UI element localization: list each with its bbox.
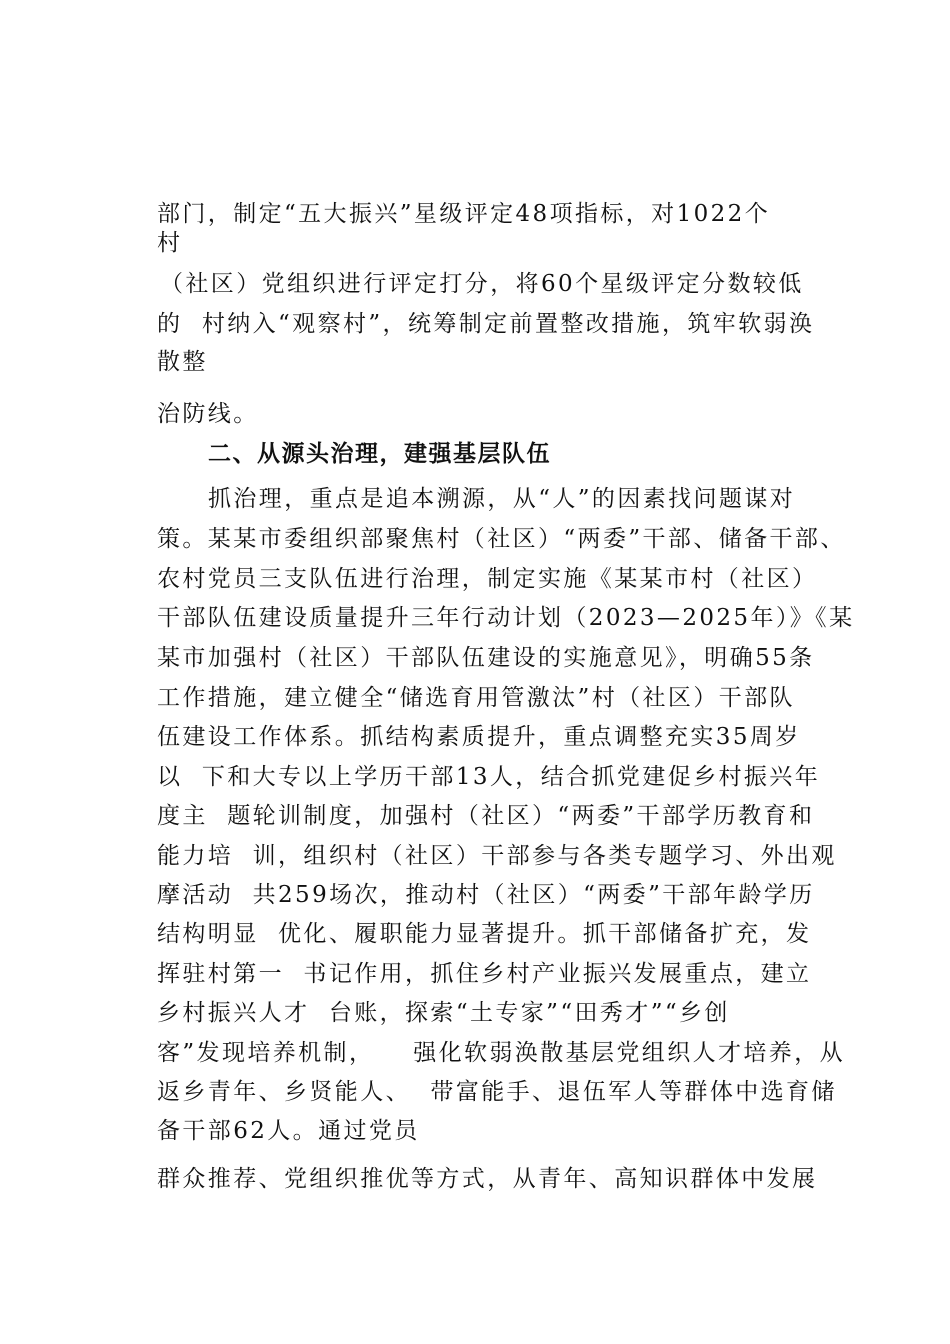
- text-line: 散整: [157, 349, 208, 375]
- text-line: 工作措施，建立健全“储选育用管激汰”村（社区）干部队: [157, 685, 795, 711]
- text-line: 的 村纳入“观察村”，统筹制定前置整改措施，筑牢软弱涣: [157, 311, 815, 337]
- text-line: 能力培 训，组织村（社区）干部参与各类专题学习、外出观: [157, 843, 837, 869]
- text-line: 乡村振兴人才 台账，探索“土专家”“田秀才”“乡创: [157, 1000, 730, 1026]
- text-line: 农村党员三支队伍进行治理，制定实施《某某市村（社区）: [157, 566, 818, 592]
- text-line: 伍建设工作体系。抓结构素质提升，重点调整充实35周岁: [157, 724, 801, 750]
- text-line: 策。某某市委组织部聚焦村（社区）“两委”干部、储备干部、: [157, 526, 846, 552]
- text-line: 治防线。: [157, 401, 259, 427]
- text-line: 抓治理，重点是追本溯源，从“人”的因素找问题谋对: [208, 486, 796, 512]
- text-line: 度主 题轮训制度，加强村（社区）“两委”干部学历教育和: [157, 803, 815, 829]
- text-line: 客”发现培养机制， 强化软弱涣散基层党组织人才培养，从: [157, 1040, 846, 1066]
- text-line: 以 下和大专以上学历干部13人，结合抓党建促乡村振兴年: [157, 764, 821, 790]
- text-line: 干部队伍建设质量提升三年行动计划（2023—2025年）》《某: [157, 605, 855, 631]
- text-line: （社区）党组织进行评定打分，将60个星级评定分数较低: [160, 271, 804, 297]
- text-line: 群众推荐、党组织推优等方式，从青年、高知识群体中发展: [157, 1166, 818, 1192]
- text-line: 部门，制定“五大振兴”星级评定48项指标，对1022个: [157, 201, 771, 227]
- text-line: 某市加强村（社区）干部队伍建设的实施意见》，明确55条: [157, 645, 815, 671]
- text-line: 结构明显 优化、履职能力显著提升。抓干部储备扩充，发: [157, 921, 812, 947]
- text-line: 村: [157, 230, 183, 256]
- text-line: 备干部62人。通过党员: [157, 1118, 420, 1144]
- text-line: 摩活动 共259场次，推动村（社区）“两委”干部年龄学历: [157, 882, 815, 908]
- section-heading: 二、从源头治理，建强基层队伍: [208, 441, 551, 467]
- text-line: 挥驻村第一 书记作用，抓住乡村产业振兴发展重点，建立: [157, 961, 812, 987]
- text-line: 返乡青年、乡贤能人、 带富能手、退伍军人等群体中选育储: [157, 1079, 837, 1105]
